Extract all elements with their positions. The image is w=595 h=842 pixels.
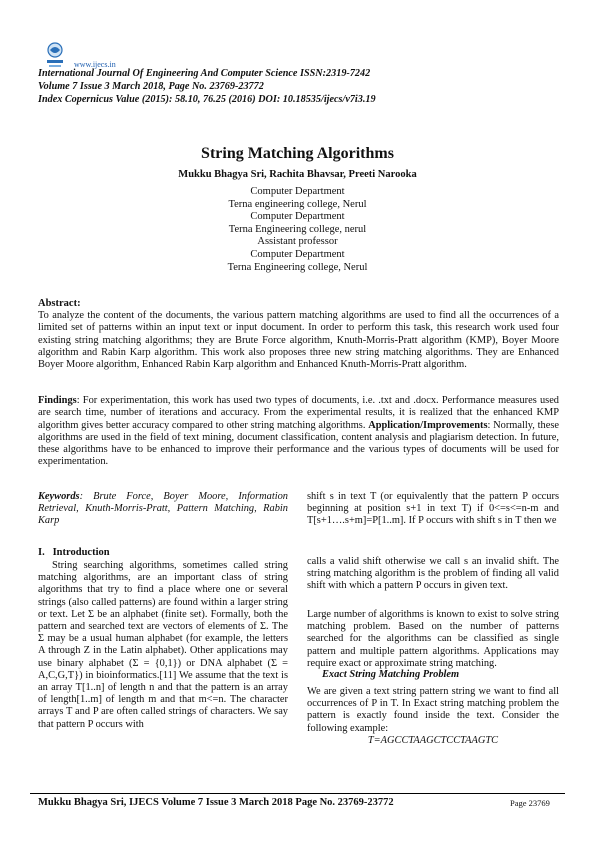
affiliation-line: Terna Engineering college, Nerul <box>227 261 368 273</box>
page-number: Page 23769 <box>510 798 550 808</box>
keywords-text: : Brute Force, Boyer Moore, Information Retrieval, Knuth-Morris-Pratt, Pattern Matching, Rabin Karp <box>38 491 288 527</box>
findings-paragraph <box>38 395 559 469</box>
author-affiliations <box>0 186 595 274</box>
findings-text: : For experimentation, this work has used two types of documents, i.e. .txt and .docx. Performance measures used are search time, number of iterations and accuracy. From the experimental results, it is realized that the enhanced KMP algorithm gives better accuracy compared to other string matching algorithms. <box>38 395 559 431</box>
journal-header-line-1: International Journal Of Engineering And Computer Science ISSN:2319-7242 <box>38 68 371 79</box>
affiliation-line: Computer Department <box>250 248 345 260</box>
abstract-text: To analyze the content of the documents, the various pattern matching algorithms are used to find all the occurrences of a limited set of patterns within an input text or input document. In order to perform this task, this research work used four existing string matching algorithms; they are Brute Force algorithm, Knuth-Morris-Pratt algorithm (KMP), Boyer Moore algorithm and Rabin Karp algorithm. This work also proposes three new string matching algorithms. They are Enhanced Boyer Moore algorithm, Enhanced Rabin Karp algorithm and Enhanced Knuth-Morris-Pratt algorithm. <box>38 310 559 371</box>
example-text: T=AGCCTAAGCTCCTAAGTC <box>367 735 499 746</box>
paper-title: String Matching Algorithms <box>201 145 394 162</box>
footer-citation: Mukku Bhagya Sri, IJECS Volume 7 Issue 3 March 2018 Page No. 23769-23772 <box>38 797 394 808</box>
footer-rule <box>30 793 565 794</box>
abstract-heading: Abstract: <box>38 298 81 309</box>
affiliation-line: Terna engineering college, Nerul <box>228 198 367 210</box>
exact-matching-subheading: Exact String Matching Problem <box>322 669 460 680</box>
introduction-heading: I. Introduction <box>38 547 110 558</box>
introduction-text: String searching algorithms, sometimes called string matching algorithms, are an important class of string algorithms that try to find a place where one or several strings (also called patterns) are found within a larger string or text. Let Σ be an alphabet (finite set). Formally, both the pattern and searched text are vectors of elements of Σ. The Σ may be a usual human alphabet (for example, the letters A through Z in the Latin alphabet). Other applications may use binary alphabet (Σ = {0,1}) or DNA alphabet (Σ = A,C,G,T}) in bioinformatics.[11] We assume that the text is an array T[1..n] of length n and that the pattern is an array of length[1..m] of length m and that m<=n. The character arrays T and P are often called strings of characters. We say that pattern P occurs with <box>38 560 288 730</box>
journal-url[interactable]: www.ijecs.in <box>74 60 116 69</box>
journal-header-line-2: Volume 7 Issue 3 March 2018, Page No. 23769-23772 <box>38 81 264 92</box>
affiliation-line: Terna Engineering college, nerul <box>228 223 367 235</box>
journal-header-line-3: Index Copernicus Value (2015): 58.10, 76.25 (2016) DOI: 10.18535/ijecs/v7i3.19 <box>38 94 376 105</box>
paper-authors: Mukku Bhagya Sri, Rachita Bhavsar, Preeti Narooka <box>178 169 417 180</box>
findings-label: Findings <box>38 395 77 406</box>
application-text: : Normally, these algorithms are used in the field of text mining, document classification, content analysis and plagiarism detection. In future, these algorithms have to be enhanced to improve their performance and the various types of documents will be used for experimentation. <box>38 419 559 468</box>
keywords-label: Keywords <box>38 491 80 502</box>
affiliation-line: Computer Department <box>250 211 345 223</box>
right-paragraph-3: Large number of algorithms is known to exist to solve string matching problem. Based on the number of patterns searched for the algorithms can be classified as single pattern and multiple pattern algorithms. Applications may require exact or approximate string matching. <box>307 609 559 669</box>
right-paragraph-2: calls a valid shift otherwise we call s an invalid shift. The string matching algorithm is the problem of finding all valid shift with which a pattern P occurs in given text. <box>307 556 559 592</box>
affiliation-line: Computer Department <box>250 186 345 197</box>
keywords <box>38 491 288 528</box>
application-label: Application/Improvements <box>368 419 488 431</box>
right-paragraph-1: shift s in text T (or equivalently that the pattern P occurs beginning at position s+1 in text T) if 0<=s<=n-m and T[s+1….s+m]=P[1..m]. If P occurs with shift s in T then we <box>307 491 559 527</box>
journal-logo <box>40 38 70 70</box>
right-paragraph-4: We are given a text string pattern string we want to find all occurrences of P in T. In Exact string matching problem the pattern is exactly found inside the text. Consider the following example: <box>307 686 559 734</box>
affiliation-line: Assistant professor <box>257 236 338 248</box>
